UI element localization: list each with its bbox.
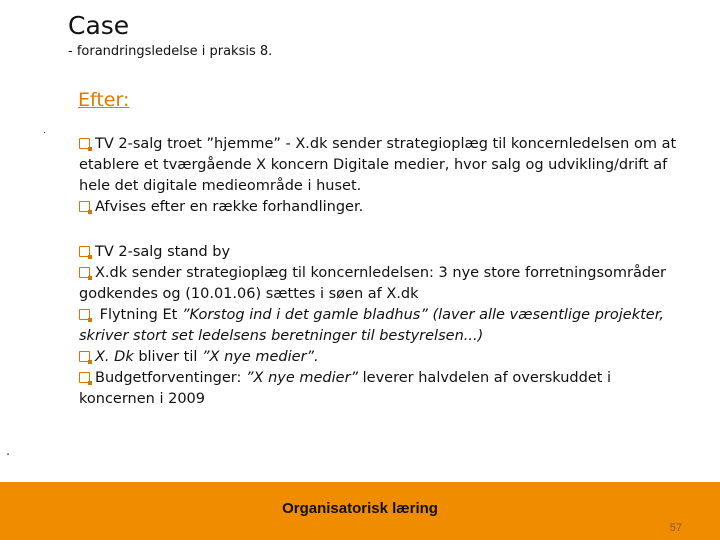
checkbox-bullet-icon (79, 138, 90, 149)
list-item-text: TV 2-salg stand by (95, 244, 231, 260)
list-item (79, 197, 689, 218)
list-item-text: Afvises efter en række forhandlinger. (95, 199, 364, 215)
checkbox-bullet-icon (79, 201, 90, 212)
list-item (79, 134, 689, 197)
decorative-dot: . (43, 125, 47, 136)
section-heading: Efter: (78, 89, 130, 111)
list-item (79, 305, 689, 347)
list-item-text: TV 2-salg troet ”hjemme” - X.dk sender strategioplæg til koncernledelsen om at etablere et tværgående X koncern Digitale medier, hvor salg og udvikling/drift af hele det digitale medieområde i huset. (79, 136, 677, 194)
list-item-italic-text: ”X nye medier” (246, 370, 359, 386)
checkbox-bullet-icon (79, 309, 90, 320)
page-number: 57 (669, 522, 682, 534)
decorative-dot: . (6, 444, 11, 459)
slide-subtitle: - forandringsledelse i praksis 8. (68, 44, 273, 59)
list-item-italic-text: X. Dk (95, 349, 139, 365)
bullet-list-after (79, 242, 689, 410)
list-item-text: leverer halvdelen af overskuddet i koncernen i 2009 (79, 370, 612, 407)
bullet-list-before (79, 134, 689, 218)
checkbox-bullet-icon (79, 267, 90, 278)
checkbox-bullet-icon (79, 246, 90, 257)
footer-label: Organisatorisk læring (282, 500, 438, 517)
slide-title: Case (68, 11, 130, 40)
list-item (79, 263, 689, 305)
list-item (79, 242, 689, 263)
list-item-text: Budgetforventinger: (95, 370, 247, 386)
list-item-text: bliver til (138, 349, 203, 365)
list-item-italic-text: ”X nye medier”. (202, 349, 319, 365)
checkbox-bullet-icon (79, 372, 90, 383)
list-item (79, 368, 689, 410)
list-item-text: X.dk sender strategioplæg til koncernledelsen: 3 nye store forretningsområder godkendes og (10.01.06) sættes i søen af X.dk (79, 265, 666, 302)
checkbox-bullet-icon (79, 351, 90, 362)
list-item-text: Flytning Et (95, 307, 182, 323)
list-item-italic-text: ”Korstog ind i det gamle bladhus” (laver alle væsentlige projekter, skriver stort set ledelsens beretninger til bestyrelsen...) (79, 307, 664, 344)
list-item (79, 347, 689, 368)
footer-bar (0, 482, 720, 540)
